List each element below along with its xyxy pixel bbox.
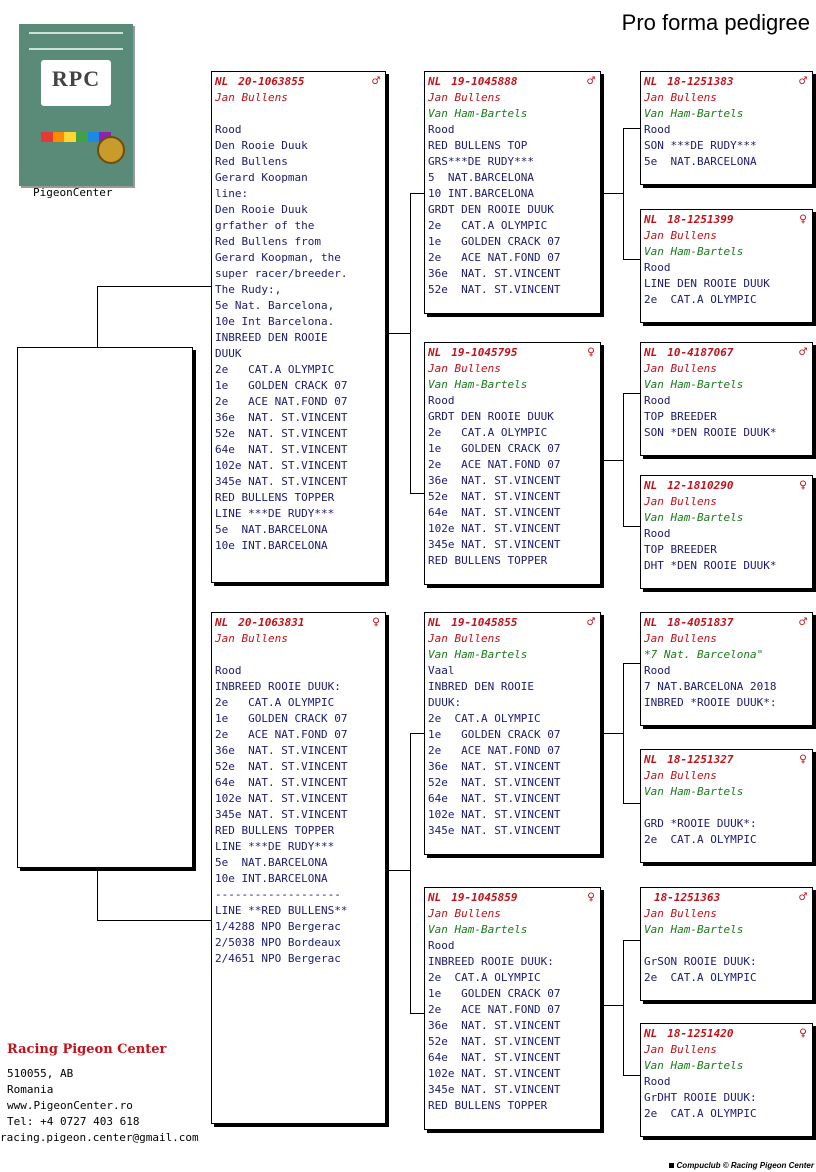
ring-number: 18-1251420 xyxy=(667,1027,734,1040)
female-sex-icon: ♀ xyxy=(799,478,807,493)
pedigree-card-mff[interactable] xyxy=(640,612,813,726)
male-sex-icon: ♂ xyxy=(799,890,807,905)
country-code: NL xyxy=(644,1027,658,1040)
pedigree-note-line: GRDT DEN ROOIE DUUK xyxy=(428,203,554,216)
pigeon-center-logo xyxy=(19,24,133,186)
pedigree-note-line: 2e ACE NAT.FOND 07 xyxy=(428,251,561,264)
pedigree-note-line: DUUK xyxy=(215,347,242,360)
ring-number: 12-1810290 xyxy=(667,479,734,492)
breeder-name: Van Ham-Bartels xyxy=(644,245,744,258)
pedigree-note-line: 2e ACE NAT.FOND 07 xyxy=(215,728,348,741)
pedigree-note-line: 36e NAT. ST.VINCENT xyxy=(215,744,348,757)
owner-name: Jan Bullens xyxy=(644,91,717,104)
pedigree-note-line: Rood xyxy=(644,261,671,274)
pedigree-note-line: 52e NAT. ST.VINCENT xyxy=(428,1035,561,1048)
card-header xyxy=(644,478,809,494)
male-sex-icon: ♂ xyxy=(587,74,595,89)
pedigree-note-line: 2e ACE NAT.FOND 07 xyxy=(428,458,561,471)
breeder-name: Van Ham-Bartels xyxy=(428,378,528,391)
country-code: NL xyxy=(428,75,442,88)
pedigree-note-line: 345e NAT. ST.VINCENT xyxy=(428,1083,561,1096)
pedigree-note-line: Den Rooie Duuk xyxy=(215,139,308,152)
male-sex-icon: ♂ xyxy=(587,615,595,630)
pedigree-note-line: Gerard Koopman, the xyxy=(215,251,341,264)
copyright-note xyxy=(669,1161,814,1170)
pedigree-note-line: 64e NAT. ST.VINCENT xyxy=(428,506,561,519)
pedigree-note-line: GRDT DEN ROOIE DUUK xyxy=(428,410,554,423)
ring-number: 19-1045859 xyxy=(451,891,518,904)
square-icon xyxy=(669,1163,674,1168)
connector xyxy=(410,193,411,493)
owner-name: Jan Bullens xyxy=(644,769,717,782)
pedigree-note-line: 2e CAT.A OLYMPIC xyxy=(428,971,541,984)
pedigree-note-line: 2e ACE NAT.FOND 07 xyxy=(428,1003,561,1016)
ring-number: 19-1045795 xyxy=(451,346,518,359)
connector xyxy=(623,526,640,527)
breeder-name: Van Ham-Bartels xyxy=(644,378,744,391)
breeder-name: Van Ham-Bartels xyxy=(644,107,744,120)
pedigree-card-father[interactable] xyxy=(211,71,386,583)
pedigree-note-line: 36e NAT. ST.VINCENT xyxy=(428,474,561,487)
connector xyxy=(97,869,98,920)
pedigree-note-line: 36e NAT. ST.VINCENT xyxy=(428,760,561,773)
connector xyxy=(623,663,624,803)
pedigree-note-line: 52e NAT. ST.VINCENT xyxy=(215,427,348,440)
breeder-name xyxy=(215,106,382,122)
pedigree-note-line: SON ***DE RUDY*** xyxy=(644,139,757,152)
pedigree-note-line: 64e NAT. ST.VINCENT xyxy=(428,792,561,805)
card-header xyxy=(644,345,809,361)
female-sex-icon: ♀ xyxy=(799,212,807,227)
pedigree-note-line: 1e GOLDEN CRACK 07 xyxy=(428,442,561,455)
pedigree-note-line: DHT *DEN ROOIE DUUK* xyxy=(644,559,777,572)
pedigree-note-line: 52e NAT. ST.VINCENT xyxy=(428,776,561,789)
connector xyxy=(601,733,623,734)
connector xyxy=(623,393,624,526)
pedigree-note-line: super racer/breeder. xyxy=(215,267,348,280)
pedigree-note-line: 10e Int Barcelona. xyxy=(215,315,335,328)
country-code: NL xyxy=(215,75,229,88)
ring-number: 10-4187067 xyxy=(667,346,734,359)
ring-number: 20-1063831 xyxy=(238,616,305,629)
breeder-name: Van Ham-Bartels xyxy=(644,511,744,524)
female-sex-icon: ♀ xyxy=(799,752,807,767)
connector xyxy=(410,493,424,494)
logo-header-lines xyxy=(29,32,123,50)
pedigree-note-line: 5 NAT.BARCELONA xyxy=(428,171,534,184)
female-sex-icon: ♀ xyxy=(799,1026,807,1041)
ring-number: 18-1251327 xyxy=(667,753,734,766)
connector xyxy=(623,803,640,804)
breeder-name: Van Ham-Bartels xyxy=(428,648,528,661)
owner-name: Jan Bullens xyxy=(428,632,501,645)
pedigree-card-ffm[interactable] xyxy=(640,209,813,323)
pedigree-note-line xyxy=(644,800,809,816)
connector xyxy=(410,1013,424,1014)
pedigree-note-line: 1/4288 NPO Bergerac xyxy=(215,920,341,933)
pedigree-note-line: Rood xyxy=(644,394,671,407)
pedigree-note-line: 2e CAT.A OLYMPIC xyxy=(215,363,335,376)
pedigree-note-line: 345e NAT. ST.VINCENT xyxy=(428,824,561,837)
owner-name: Jan Bullens xyxy=(644,362,717,375)
pedigree-note-line: 345e NAT. ST.VINCENT xyxy=(215,475,348,488)
owner-name: Jan Bullens xyxy=(215,632,288,645)
pedigree-note-line: The Rudy:, xyxy=(215,283,282,296)
pedigree-note-line: 1e GOLDEN CRACK 07 xyxy=(428,235,561,248)
award-badge-icon xyxy=(97,136,125,164)
pedigree-note-line: 2e CAT.A OLYMPIC xyxy=(428,426,548,439)
pedigree-note-line: Den Rooie Duuk xyxy=(215,203,308,216)
pedigree-note-line: Red Bullens from xyxy=(215,235,321,248)
connector xyxy=(623,1075,640,1076)
pedigree-note-line: INBREED ROOIE DUUK: xyxy=(215,680,341,693)
pedigree-card-father-sire[interactable] xyxy=(424,71,601,314)
pedigree-card-mother-sire[interactable] xyxy=(424,612,601,855)
pedigree-note-line: 52e NAT. ST.VINCENT xyxy=(428,283,561,296)
pedigree-note-line: 10 INT.BARCELONA xyxy=(428,187,534,200)
pedigree-note-line: 2e ACE NAT.FOND 07 xyxy=(215,395,348,408)
connector xyxy=(410,733,424,734)
footer-address-line: 510055, AB xyxy=(7,1067,74,1080)
ring-number: 18-4051837 xyxy=(667,616,734,629)
footer-email-link[interactable]: racing.pigeon.center@gmail.com xyxy=(0,1131,199,1144)
card-header xyxy=(644,890,809,906)
connector xyxy=(623,259,640,260)
pedigree-note-line: 2e CAT.A OLYMPIC xyxy=(644,971,757,984)
pedigree-note-line: grfather of the xyxy=(215,219,315,232)
ring-number: 18-1251399 xyxy=(667,213,734,226)
male-sex-icon: ♂ xyxy=(799,74,807,89)
country-code: NL xyxy=(644,616,658,629)
pedigree-note-line: 10e INT.BARCELONA xyxy=(215,539,328,552)
pedigree-note-line: 1e GOLDEN CRACK 07 xyxy=(428,987,561,1000)
country-code: NL xyxy=(215,616,229,629)
breeder-name: *7 Nat. Barcelona" xyxy=(644,648,764,661)
pedigree-card-mfm[interactable] xyxy=(640,749,813,863)
pedigree-note-line: 64e NAT. ST.VINCENT xyxy=(215,443,348,456)
male-sex-icon: ♂ xyxy=(799,345,807,360)
pedigree-card-mother-dam[interactable] xyxy=(424,887,601,1130)
connector xyxy=(601,460,623,461)
pedigree-note-line: INBRED DEN ROOIE xyxy=(428,680,534,693)
connector xyxy=(623,940,624,1075)
contact-footer xyxy=(0,1042,199,1146)
pedigree-note-line: LINE ***DE RUDY*** xyxy=(215,507,335,520)
connector xyxy=(623,663,640,664)
country-code: NL xyxy=(644,479,658,492)
country-code: NL xyxy=(644,213,658,226)
pedigree-note-line: 1e GOLDEN CRACK 07 xyxy=(215,379,348,392)
pedigree-note-line: 10e INT.BARCELONA xyxy=(215,872,328,885)
male-sex-icon: ♂ xyxy=(799,615,807,630)
pedigree-note-line: line: xyxy=(215,187,249,200)
owner-name: Jan Bullens xyxy=(428,91,501,104)
ring-number: 19-1045855 xyxy=(451,616,518,629)
connector xyxy=(601,193,623,194)
footer-country-line: Romania xyxy=(7,1083,54,1096)
breeder-name xyxy=(215,647,382,663)
logo-text: RPC xyxy=(51,66,101,91)
pedigree-note-line: 5e NAT.BARCELONA xyxy=(644,155,757,168)
pedigree-note-line: LINE ***DE RUDY*** xyxy=(215,840,335,853)
pedigree-note-line: 1e GOLDEN CRACK 07 xyxy=(428,728,561,741)
connector xyxy=(97,286,211,287)
pedigree-note-line: 2e CAT.A OLYMPIC xyxy=(644,1107,757,1120)
pedigree-note-line: RED BULLENS TOPPER xyxy=(428,554,548,567)
owner-name: Jan Bullens xyxy=(428,362,501,375)
pedigree-note-line: 36e NAT. ST.VINCENT xyxy=(428,267,561,280)
card-header xyxy=(428,345,597,361)
pedigree-note-line: Rood xyxy=(428,123,455,136)
ring-number: 19-1045888 xyxy=(451,75,518,88)
pedigree-note-line: Rood xyxy=(428,939,455,952)
card-header xyxy=(428,615,597,631)
pedigree-note-line: GrSON ROOIE DUUK: xyxy=(644,955,757,968)
owner-name: Jan Bullens xyxy=(215,91,288,104)
pedigree-card-father-dam[interactable] xyxy=(424,342,601,585)
country-code: NL xyxy=(428,346,442,359)
pedigree-note-line: 52e NAT. ST.VINCENT xyxy=(428,490,561,503)
pedigree-note-line: SON *DEN ROOIE DUUK* xyxy=(644,426,777,439)
pedigree-note-line: 102e NAT. ST.VINCENT xyxy=(215,459,348,472)
logo-caption: PigeonCenter xyxy=(33,186,113,199)
pedigree-card-fff[interactable] xyxy=(640,71,813,185)
pedigree-note-line: 345e NAT. ST.VINCENT xyxy=(215,808,348,821)
owner-name: Jan Bullens xyxy=(644,907,717,920)
breeder-name: Van Ham-Bartels xyxy=(644,785,744,798)
pedigree-note-line: 2e ACE NAT.FOND 07 xyxy=(428,744,561,757)
ring-number: 18-1251363 xyxy=(654,891,721,904)
pedigree-note-line: Gerard Koopman xyxy=(215,171,308,184)
pedigree-note-line: Red Bullens xyxy=(215,155,288,168)
pedigree-card-mmm[interactable] xyxy=(640,1023,813,1137)
pedigree-note-line: 64e NAT. ST.VINCENT xyxy=(215,776,348,789)
pedigree-note-line: GrDHT ROOIE DUUK: xyxy=(644,1091,757,1104)
pedigree-note-line: Rood xyxy=(428,394,455,407)
pedigree-note-line: 2/4651 NPO Bergerac xyxy=(215,952,341,965)
connector xyxy=(386,870,410,871)
female-sex-icon: ♀ xyxy=(587,890,595,905)
pedigree-note-line: 102e NAT. ST.VINCENT xyxy=(215,792,348,805)
owner-name: Jan Bullens xyxy=(644,229,717,242)
connector xyxy=(601,1005,623,1006)
connector xyxy=(623,940,640,941)
card-header xyxy=(215,615,382,631)
card-header xyxy=(428,74,597,90)
pedigree-note-line: 64e NAT. ST.VINCENT xyxy=(428,1051,561,1064)
pedigree-note-line: TOP BREEDER xyxy=(644,543,717,556)
pedigree-note-line: RED BULLENS TOP xyxy=(428,139,528,152)
female-sex-icon: ♀ xyxy=(372,615,380,630)
pedigree-note-line: INBREED DEN ROOIE xyxy=(215,331,328,344)
pedigree-note-line: 2e CAT.A OLYMPIC xyxy=(428,712,541,725)
pedigree-note-line: 52e NAT. ST.VINCENT xyxy=(215,760,348,773)
pedigree-note-line: 102e NAT. ST.VINCENT xyxy=(428,1067,561,1080)
pedigree-note-line: 36e NAT. ST.VINCENT xyxy=(428,1019,561,1032)
connector xyxy=(623,128,624,259)
pedigree-note-line: 2e CAT.A OLYMPIC xyxy=(644,833,757,846)
pedigree-note-line: 1e GOLDEN CRACK 07 xyxy=(215,712,348,725)
pedigree-note-line: 5e NAT.BARCELONA xyxy=(215,856,328,869)
pedigree-note-line: 102e NAT. ST.VINCENT xyxy=(428,808,561,821)
logo-emblem xyxy=(41,60,111,106)
card-header xyxy=(428,890,597,906)
country-code: NL xyxy=(644,753,658,766)
pedigree-note-line: TOP BREEDER xyxy=(644,410,717,423)
pedigree-note-line: Rood xyxy=(644,527,671,540)
card-header xyxy=(644,752,809,768)
footer-phone-line: Tel: +4 0727 403 618 xyxy=(7,1115,140,1128)
pigeon-photo-placeholder xyxy=(17,347,193,868)
breeder-name: Van Ham-Bartels xyxy=(644,1059,744,1072)
pedigree-note-line: 7 NAT.BARCELONA 2018 xyxy=(644,680,777,693)
owner-name: Jan Bullens xyxy=(644,495,717,508)
connector xyxy=(623,128,640,129)
card-header xyxy=(644,615,809,631)
breeder-name: Van Ham-Bartels xyxy=(644,923,744,936)
ring-number: 20-1063855 xyxy=(238,75,305,88)
pedigree-note-line: GRS***DE RUDY*** xyxy=(428,155,534,168)
pedigree-note-line: RED BULLENS TOPPER xyxy=(215,491,335,504)
card-header xyxy=(644,74,809,90)
org-name: Racing Pigeon Center xyxy=(7,1042,167,1057)
pedigree-note-line: 5e Nat. Barcelona, xyxy=(215,299,335,312)
owner-name: Jan Bullens xyxy=(428,907,501,920)
owner-name: Jan Bullens xyxy=(644,632,717,645)
pedigree-note-line: Rood xyxy=(215,123,242,136)
connector xyxy=(97,920,211,921)
pedigree-note-line: LINE DEN ROOIE DUUK xyxy=(644,277,770,290)
pedigree-card-fmm[interactable] xyxy=(640,475,813,589)
country-code: NL xyxy=(428,891,442,904)
connector xyxy=(410,733,411,1013)
pedigree-note-line: Rood xyxy=(644,1075,671,1088)
pedigree-card-mother[interactable] xyxy=(211,612,386,1124)
breeder-name: Van Ham-Bartels xyxy=(428,923,528,936)
country-code: NL xyxy=(644,75,658,88)
card-header xyxy=(644,212,809,228)
breeder-name: Van Ham-Bartels xyxy=(428,107,528,120)
pedigree-note-line: GRD *ROOIE DUUK*: xyxy=(644,817,757,830)
pedigree-note-line: Rood xyxy=(644,123,671,136)
pedigree-note-line: 2e CAT.A OLYMPIC xyxy=(215,696,335,709)
footer-website-link[interactable]: www.PigeonCenter.ro xyxy=(7,1099,133,1112)
pedigree-card-fmf[interactable] xyxy=(640,342,813,456)
pedigree-note-line: 2e CAT.A OLYMPIC xyxy=(644,293,757,306)
pedigree-note-line: 2e CAT.A OLYMPIC xyxy=(428,219,548,232)
pedigree-note-line: 36e NAT. ST.VINCENT xyxy=(215,411,348,424)
pedigree-note-line: ------------------- xyxy=(215,888,341,901)
copyright-text: Compuclub © Racing Pigeon Center xyxy=(676,1161,814,1170)
pedigree-note-line: 2/5038 NPO Bordeaux xyxy=(215,936,341,949)
connector xyxy=(410,193,424,194)
country-code: NL xyxy=(644,346,658,359)
ring-number: 18-1251383 xyxy=(667,75,734,88)
country-code: NL xyxy=(428,616,442,629)
pedigree-note-line: 5e NAT.BARCELONA xyxy=(215,523,328,536)
connector xyxy=(97,286,98,347)
pedigree-note-line: 102e NAT. ST.VINCENT xyxy=(428,522,561,535)
pedigree-note-line: RED BULLENS TOPPER xyxy=(428,1099,548,1112)
pedigree-note-line: 345e NAT. ST.VINCENT xyxy=(428,538,561,551)
connector xyxy=(623,393,640,394)
pedigree-note-line: Rood xyxy=(644,664,671,677)
pedigree-note-line: Vaal xyxy=(428,664,455,677)
owner-name: Jan Bullens xyxy=(644,1043,717,1056)
female-sex-icon: ♀ xyxy=(587,345,595,360)
pedigree-note-line xyxy=(644,938,809,954)
pedigree-note-line: LINE **RED BULLENS** xyxy=(215,904,348,917)
pedigree-note-line: DUUK: xyxy=(428,696,462,709)
card-header xyxy=(215,74,382,90)
pedigree-note-line: INBRED *ROOIE DUUK*: xyxy=(644,696,777,709)
page-title: Pro forma pedigree xyxy=(621,10,810,35)
pedigree-note-line: RED BULLENS TOPPER xyxy=(215,824,335,837)
card-header xyxy=(644,1026,809,1042)
pedigree-card-mmf[interactable] xyxy=(640,887,813,1001)
pedigree-note-line: INBREED ROOIE DUUK: xyxy=(428,955,554,968)
connector xyxy=(386,333,410,334)
pedigree-note-line: Rood xyxy=(215,664,242,677)
male-sex-icon: ♂ xyxy=(372,74,380,89)
